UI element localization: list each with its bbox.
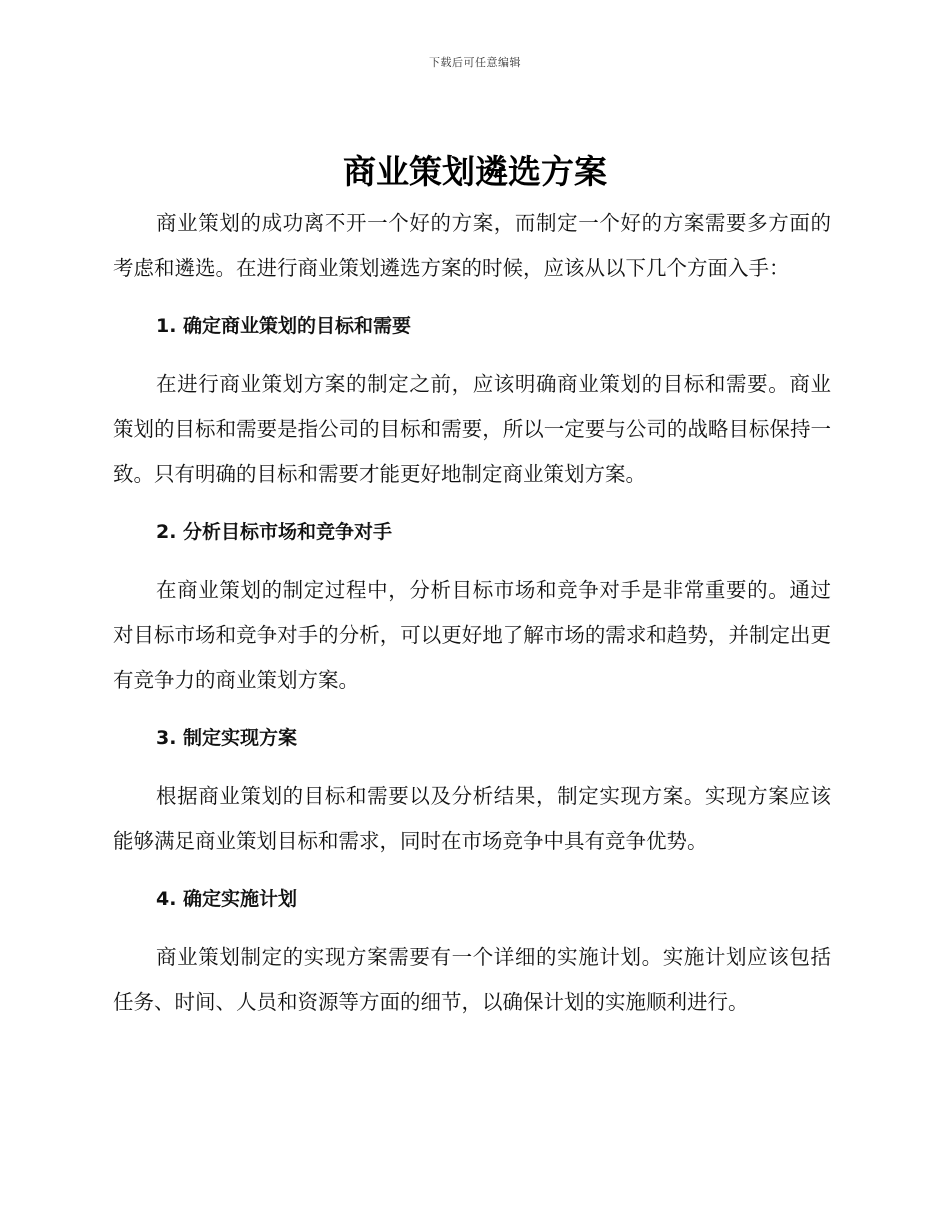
intro-paragraph: 商业策划的成功离不开一个好的方案，而制定一个好的方案需要多方面的考虑和遴选。在进行商业策划遴选方案的时候，应该从以下几个方面入手： <box>113 211 831 280</box>
section-paragraph: 在进行商业策划方案的制定之前，应该明确商业策划的目标和需要。商业策划的目标和需要是指公司的目标和需要，所以一定要与公司的战略目标保持一致。只有明确的目标和需要才能更好地制定商业策划方案。 <box>113 372 831 486</box>
section-heading: 3. 制定实现方案 <box>156 727 298 749</box>
section-3 <box>113 716 831 864</box>
section-heading: 1. 确定商业策划的目标和需要 <box>156 315 412 337</box>
document-title: 商业策划遴选方案 <box>343 152 607 191</box>
section-1 <box>113 304 831 497</box>
section-paragraph: 商业策划制定的实现方案需要有一个详细的实施计划。实施计划应该包括任务、时间、人员和资源等方面的细节，以确保计划的实施顺利进行。 <box>113 945 831 1014</box>
section-4 <box>113 877 831 1025</box>
section-heading: 2. 分析目标市场和竞争对手 <box>156 521 393 543</box>
document-body <box>113 201 831 1038</box>
section-2 <box>113 510 831 703</box>
section-paragraph: 根据商业策划的目标和需要以及分析结果，制定实现方案。实现方案应该能够满足商业策划目标和需求，同时在市场竞争中具有竞争优势。 <box>113 784 831 853</box>
section-heading: 4. 确定实施计划 <box>156 888 298 910</box>
page-header: 下载后可任意编辑 <box>429 56 521 69</box>
section-paragraph: 在商业策划的制定过程中，分析目标市场和竞争对手是非常重要的。通过对目标市场和竞争对手的分析，可以更好地了解市场的需求和趋势，并制定出更有竞争力的商业策划方案。 <box>113 578 831 692</box>
